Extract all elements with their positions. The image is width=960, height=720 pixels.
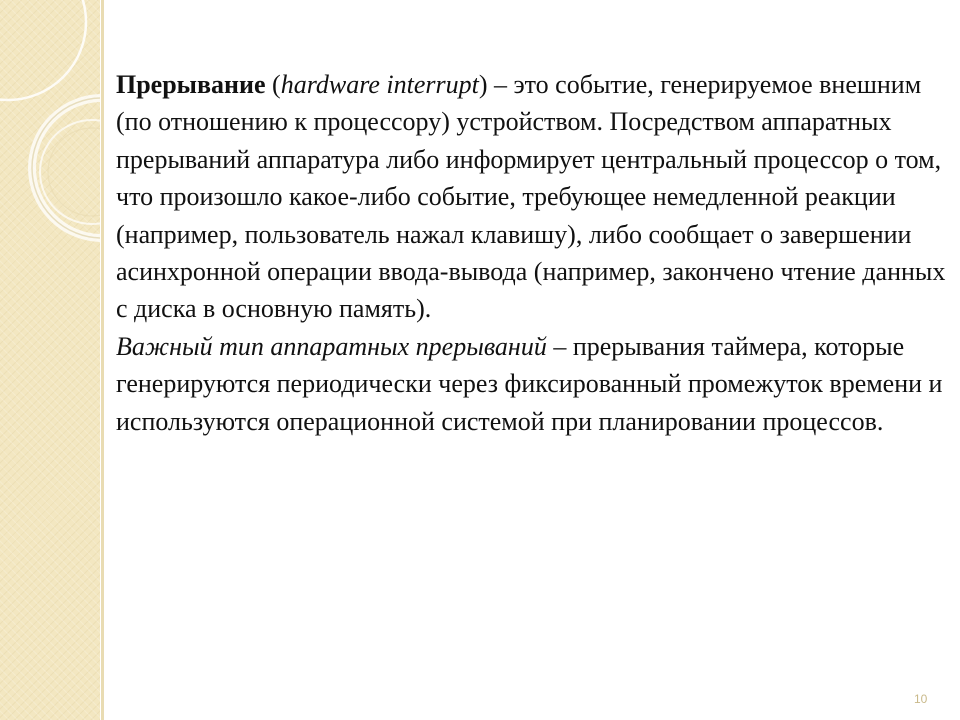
paragraph-timer-interrupts [116, 328, 956, 440]
paren-open: ( [265, 70, 281, 99]
paragraph1-body: ) – это событие, генерируемое внешним (по отношению к процессору) устройством. Посредством аппаратных прерываний аппаратура либо информирует центральный процессор о том, что произошло какое-либо событие, требующее немедленной реакции (например, пользователь нажал клавишу), либо сообщает о завершении асинхронной операции ввода-вывода (например, закончено чтение данных с диска в основную память). [116, 70, 946, 324]
decorative-side-panel [0, 0, 100, 720]
paragraph-interrupt-definition [116, 66, 956, 328]
paragraph2-lead: Важный тип аппаратных прерываний [116, 331, 547, 361]
term-english: hardware interrupt [280, 70, 479, 99]
term-interrupt: Прерывание [116, 70, 266, 99]
decorative-rings-icon [0, 0, 100, 260]
slide-content [116, 66, 956, 440]
page-number: 10 [914, 692, 928, 706]
paragraph2-body: – прерывания таймера, которые генерируются периодически через фиксированный промежуток времени и используются операционной системой при планировании процессов. [116, 331, 943, 436]
side-divider [100, 0, 106, 720]
